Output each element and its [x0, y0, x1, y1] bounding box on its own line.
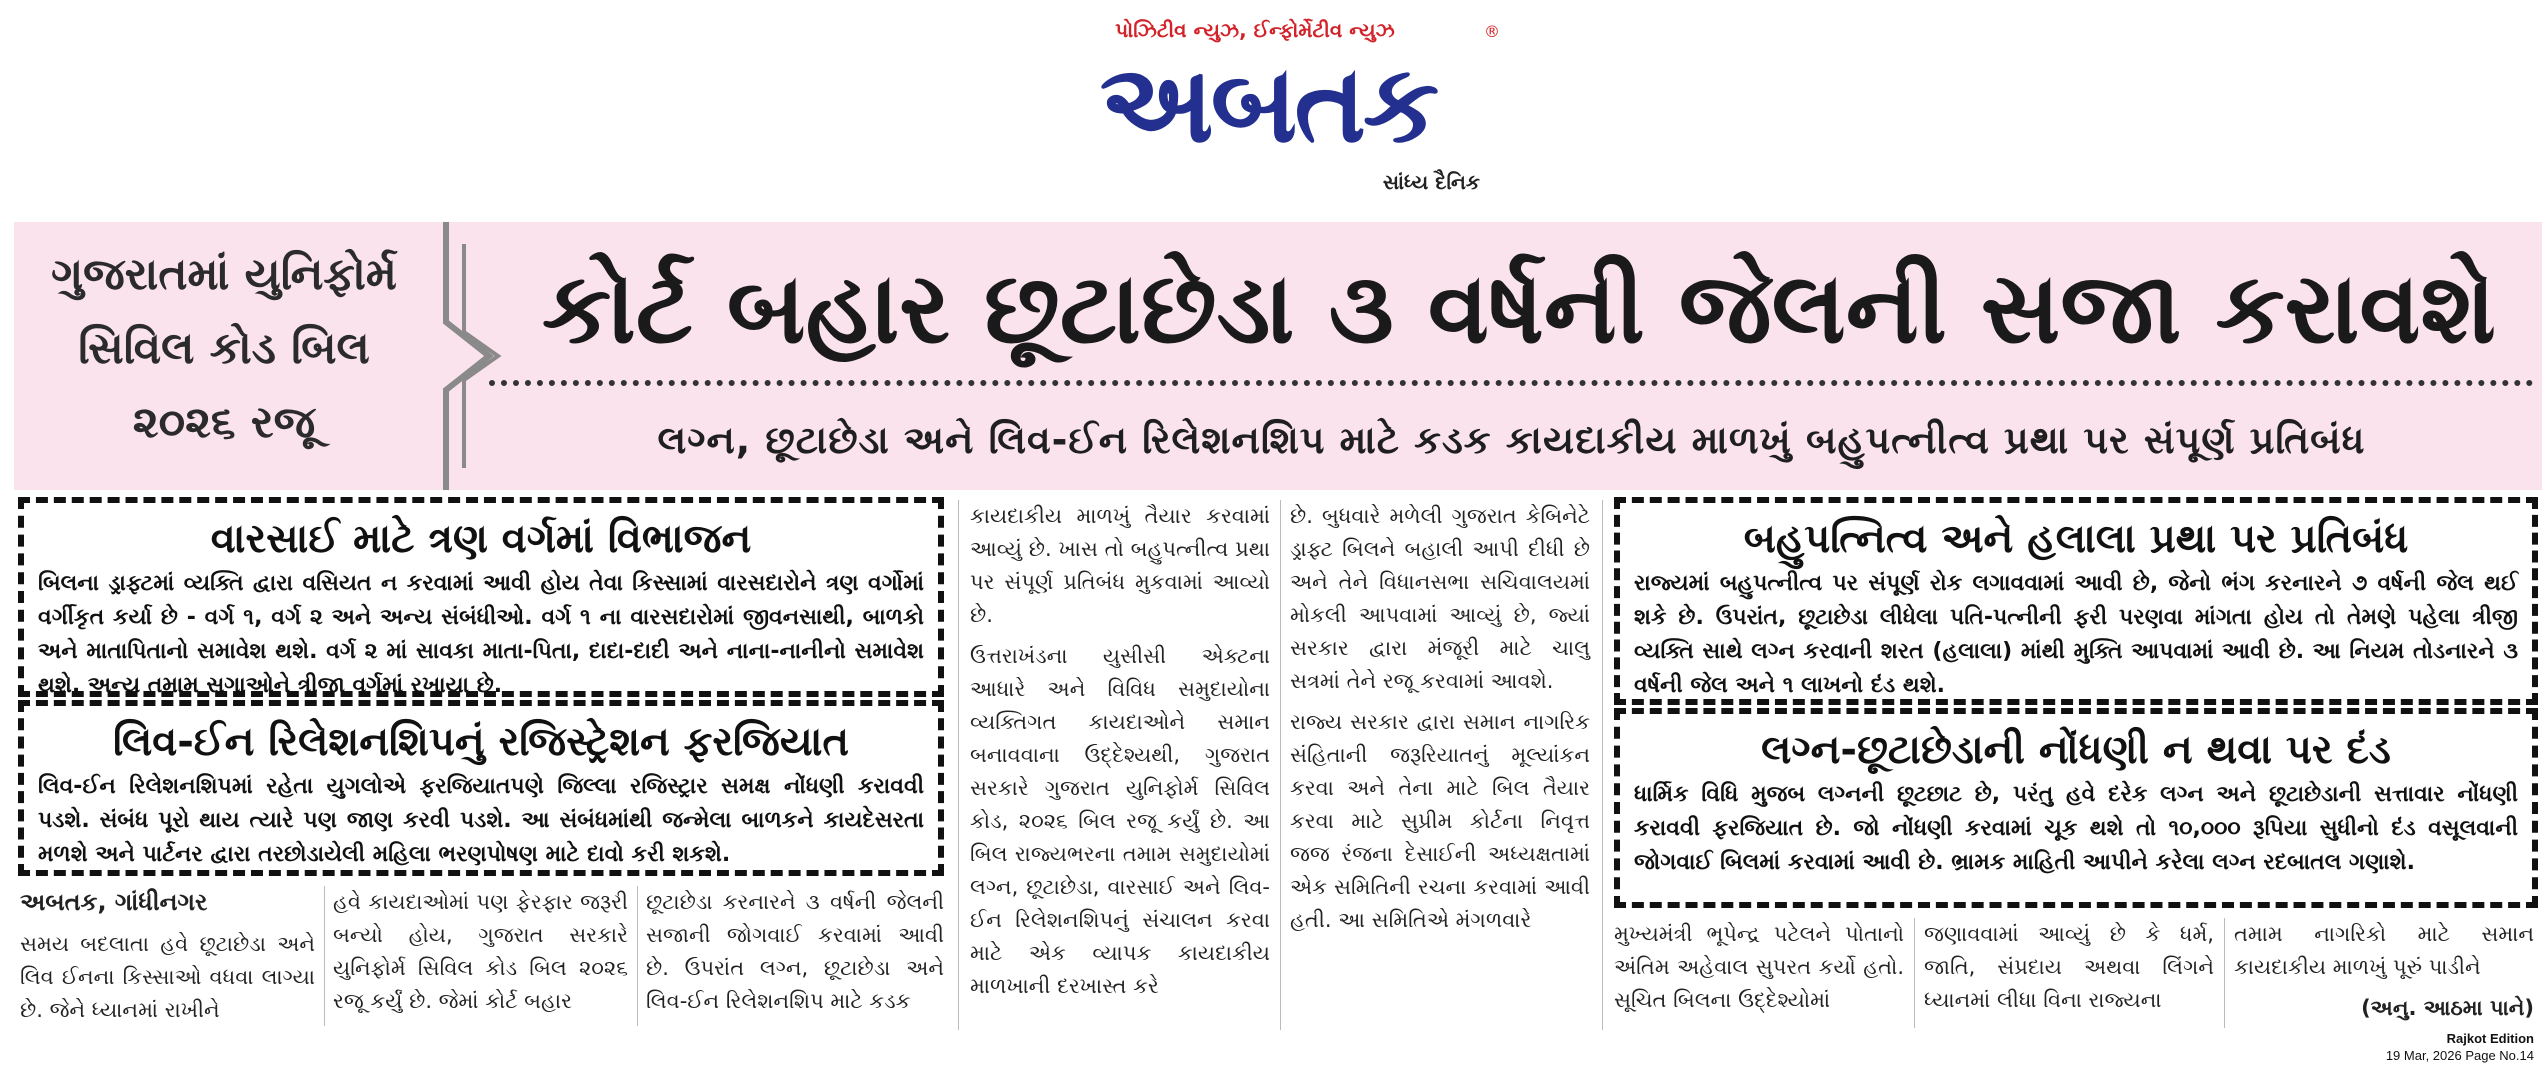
- topic-box: [14, 222, 434, 490]
- inheritance-title: વારસાઈ માટે ત્રણ વર્ગમાં વિભાજન: [210, 516, 752, 562]
- masthead-tagline: પોઝિટીવ ન્યુઝ, ઈન્ફોર્મેટીવ ન્યુઝ: [1115, 18, 1395, 42]
- main-headline: કોર્ટ બહાર છૂટાછેડા ૩ વર્ષની જેલની સજા કરાવશે: [542, 252, 2496, 366]
- article-column-7: [1924, 918, 2214, 1025]
- article-column-1: [20, 886, 315, 1035]
- column-text: જણાવવામાં આવ્યું છે કે ધર્મ, જાતિ, સંપ્રદાય અથવા લિંગને ધ્યાનમાં લીધા વિના રાજ્યના: [1924, 922, 2214, 1012]
- column-rule: [958, 500, 959, 1030]
- article-column-2: [333, 886, 628, 1026]
- inheritance-box: [18, 497, 944, 697]
- newspaper-logo: અબતક: [1099, 42, 1437, 167]
- article-column-6: [1614, 918, 1904, 1025]
- column-text: સમય બદલાતા હવે છૂટાછેડા અને લિવ ઈનના કિસ્સાઓ વધવા લાગ્યા છે. જેને ધ્યાનમાં રાખીને: [20, 932, 315, 1022]
- column-rule: [2224, 918, 2225, 1028]
- livein-title: લિવ-ઈન રિલેશનશિપનું રજિસ્ટ્રેશન ફરજિયાત: [113, 719, 849, 765]
- column-rule: [324, 886, 325, 1026]
- topic-line: ગુજરાતમાં યુનિફોર્મ: [51, 249, 397, 300]
- column-text: છે. બુધવારે મળેલી ગુજરાત કેબિનેટે ડ્રાફ્ટ બિલને બહાલી આપી દીધી છે અને તેને વિધાનસભા સચિવાલયમાં મોકલી આપવામાં આવ્યું છે, જ્યાં સરકાર દ્વારા મંજૂરી માટે ચાલુ સત્રમાં તેને રજૂ કરવામાં આવશે.: [1290, 504, 1590, 693]
- inheritance-text: બિલના ડ્રાફ્ટમાં વ્યક્તિ દ્વારા વસિયત ન કરવામાં આવી હોય તેવા કિસ્સામાં વારસદારોને ત્રણ વર્ગોમાં વર્ગીકૃત કર્યા છે - વર્ગ ૧, વર્ગ ૨ અને અન્ય સંબંધીઓ. વર્ગ ૧ ના વારસદારોમાં જીવનસાથી, બાળકો અને માતાપિતાનો સમાવેશ થશે. વર્ગ ૨ માં સાવકા માતા-પિતા, દાદા-દાદી અને નાના-નાનીનો સમાવેશ થશે. અન્ય તમામ સગાઓને ત્રીજા વર્ગમાં રખાયા છે.: [38, 571, 924, 698]
- topic-line: ૨૦૨૬ રજૂ: [132, 397, 316, 448]
- article-column-3: [646, 886, 944, 1026]
- article-column-8: [2234, 918, 2534, 1033]
- continued-note: (અનુ. આઠમા પાને): [2361, 996, 2534, 1020]
- article-column-4: [970, 500, 1270, 1011]
- column-text: તમામ નાગરિકો માટે સમાન કાયદાકીય માળખું પૂરું પાડીને: [2234, 922, 2534, 979]
- registration-box: [1614, 708, 2538, 908]
- livein-box: [18, 700, 944, 876]
- column-rule: [1280, 500, 1281, 1030]
- column-text: મુખ્યમંત્રી ભૂપેન્દ્ર પટેલને પોતાનો અંતિમ અહેવાલ સુપરત કર્યો હતો. સૂચિત બિલના ઉદ્દેશ્યોમાં: [1614, 922, 1904, 1012]
- column-text: કાયદાકીય માળખું તૈયાર કરવામાં આવ્યું છે. ખાસ તો બહુપત્નીત્વ પ્રથા પર સંપૂર્ણ પ્રતિબંધ મુકવામાં આવ્યો છે.: [970, 504, 1270, 627]
- edition-label: Rajkot Edition: [2446, 1031, 2534, 1046]
- polygamy-title: બહુપત્નિત્વ અને હલાલા પ્રથા પર પ્રતિબંધ: [1743, 516, 2409, 562]
- column-rule: [637, 886, 638, 1026]
- registered-mark-icon: ®: [1484, 22, 1500, 41]
- dotted-divider: [489, 380, 2534, 388]
- registration-title: લગ્ન-છૂટાછેડાની નોંધણી ન થવા પર દંડ: [1761, 727, 2391, 773]
- masthead-subtitle: સાંધ્ય દૈનિક: [1382, 170, 1480, 194]
- column-text: રાજ્ય સરકાર દ્વારા સમાન નાગરિક સંહિતાની જરૂરિયાતનું મૂલ્યાંકન કરવા અને તેના માટે બિલ તૈયાર કરવા માટે સુપ્રીમ કોર્ટના નિવૃત્ત જજ રંજના દેસાઈની અધ્યક્ષતામાં એક સમિતિની રચના કરવામાં આવી હતી. આ સમિતિએ મંગળવારે: [1290, 710, 1590, 932]
- headline-band: [14, 222, 2542, 490]
- column-rule: [1914, 918, 1915, 1028]
- column-text: હવે કાયદાઓમાં પણ ફેરફાર જરૂરી બન્યો હોય, ગુજરાત સરકારે યુનિફોર્મ સિવિલ કોડ બિલ ૨૦૨૬ રજૂ કર્યું છે. જેમાં કોર્ટ બહાર: [333, 890, 628, 1013]
- polygamy-text: રાજ્યમાં બહુપત્નીત્વ પર સંપૂર્ણ રોક લગાવવામાં આવી છે, જેનો ભંગ કરનારને ૭ વર્ષની જેલ થઈ શકે છે. ઉપરાંત, છૂટાછેડા લીધેલા પતિ-પત્નીની ફરી પરણવા માંગતા હોય તો તેમણે પહેલા ત્રીજી વ્યક્તિ સાથે લગ્ન કરવાની શરત (હલાલા) માંથી મુક્તિ આપવામાં આવી છે. આ નિયમ તોડનારને ૩ વર્ષની જેલ અને ૧ લાખનો દંડ થશે.: [1634, 571, 2518, 698]
- date-page-label: 19 Mar, 2026 Page No.14: [2385, 1048, 2534, 1063]
- polygamy-box: [1614, 497, 2538, 705]
- livein-text: લિવ-ઈન રિલેશનશિપમાં રહેતા યુગલોએ ફરજિયાતપણે જિલ્લા રજિસ્ટ્રાર સમક્ષ નોંધણી કરાવવી પડશે. સંબંધ પૂરો થાય ત્યારે પણ જાણ કરવી પડશે. આ સંબંધમાંથી જન્મેલા બાળકને કાયદેસરતા મળશે અને પાર્ટનર દ્વારા તરછોડાયેલી મહિલા ભરણપોષણ માટે દાવો કરી શકશે.: [38, 774, 924, 867]
- masthead: [1040, 18, 1510, 203]
- column-text: છૂટાછેડા કરનારને ૩ વર્ષની જેલની સજાની જોગવાઈ કરવામાં આવી છે. ઉપરાંત લગ્ન, છૂટાછેડા અને લિવ-ઈન રિલેશનશિપ માટે કડક: [646, 890, 944, 1013]
- byline: અબતક, ગાંધીનગર: [20, 888, 208, 916]
- page-footer: [2386, 1030, 2534, 1064]
- column-text: ઉત્તરાખંડના યુસીસી એક્ટના આધારે અને વિવિધ સમુદાયોના વ્યક્તિગત કાયદાઓને સમાન બનાવવાના ઉદ્દેશ્યથી, ગુજરાત સરકારે ગુજરાત યુનિફોર્મ સિવિલ કોડ, ૨૦૨૬ બિલ રજૂ કર્યું છે. આ બિલ રાજ્યભરના તમામ સમુદાયોમાં લગ્ન, છૂટાછેડા, વારસાઈ અને લિવ-ઈન રિલેશનશિપનું સંચાલન કરવા માટે એક વ્યાપક કાયદાકીય માળખાની દરખાસ્ત કરે: [970, 644, 1270, 998]
- sub-headline: લગ્ન, છૂટાછેડા અને લિવ-ઈન રિલેશનશિપ માટે કડક કાયદાકીય માળખું બહુપત્નીત્વ પ્રથા પર સંપૂર્ણ પ્રતિબંધ: [657, 418, 2366, 462]
- registration-text: ધાર્મિક વિધિ મુજબ લગ્નની છૂટછાટ છે, પરંતુ હવે દરેક લગ્ન અને છૂટાછેડાની સત્તાવાર નોંધણી કરાવવી ફરજિયાત છે. જો નોંધણી કરવામાં ચૂક થશે તો ૧૦,૦૦૦ રૂપિયા સુધીનો દંડ વસૂલવાની જોગવાઈ બિલમાં કરવામાં આવી છે. ભ્રામક માહિતી આપીને કરેલા લગ્ન રદબાતલ ગણાશે.: [1634, 782, 2518, 875]
- topic-line: સિવિલ કોડ બિલ: [78, 323, 370, 374]
- column-rule: [1602, 500, 1603, 1030]
- article-column-5: [1290, 500, 1590, 945]
